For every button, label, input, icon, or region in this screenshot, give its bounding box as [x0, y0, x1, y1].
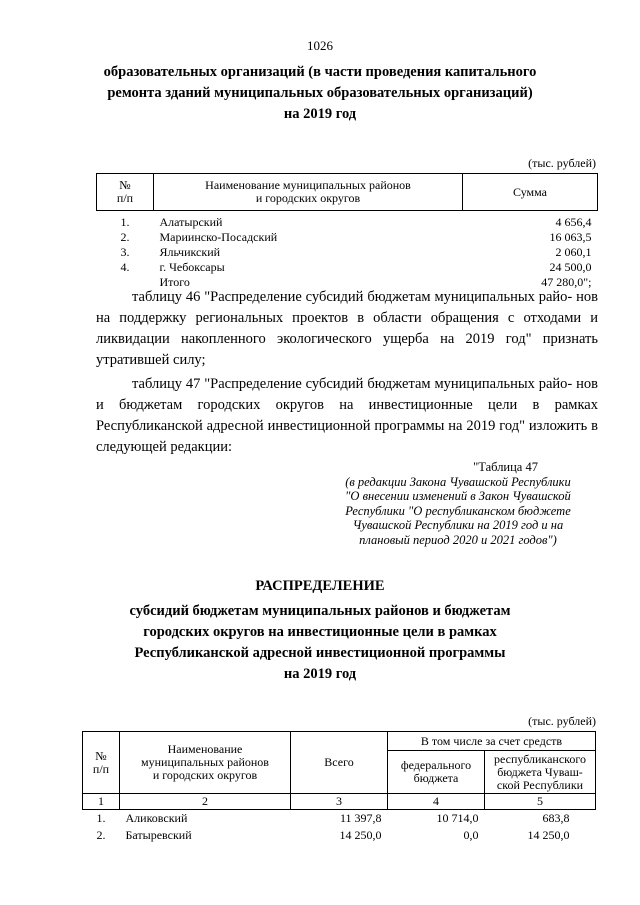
row-federal: 10 714,0	[436, 811, 479, 825]
row-num: 1.	[120, 215, 130, 229]
heading-line: субсидий бюджетам муниципальных районов и бюджетам	[129, 603, 511, 619]
row-name: Аликовский	[125, 811, 188, 825]
col-number: 5	[485, 794, 596, 810]
row-sum: 2 060,1	[555, 245, 592, 259]
row-num: 4.	[120, 260, 130, 274]
table1-header-num: № п/п	[97, 174, 154, 211]
row-republic: 683,8	[542, 811, 570, 825]
table2-unit: (тыс. рублей)	[528, 714, 596, 728]
row-total: 11 397,8	[339, 811, 382, 825]
heading-line: Республиканской адресной инвестиционной программы	[134, 645, 506, 661]
page-number: 1026	[307, 38, 333, 53]
paragraph-rest: нов на поддержку региональных проектов в области обращения с отходами и ликвидации накопленного экологического ущерба на 2019 год" признать утратившей силу;	[96, 289, 598, 368]
row-num: 2.	[96, 828, 106, 842]
heading-line: на 2019 год	[283, 106, 357, 122]
table1-unit: (тыс. рублей)	[528, 156, 596, 170]
row-sum: 24 500,0	[549, 260, 592, 274]
heading-line: образовательных организаций (в части проведения капитального	[103, 64, 537, 80]
paragraph-table46	[96, 287, 598, 371]
table2-header-federal: федерального бюджета	[388, 751, 485, 794]
table2-header-republic: республиканского бюджета Чуваш- ской Республики	[485, 751, 596, 794]
row-total: 14 250,0	[339, 828, 382, 842]
table-row	[97, 230, 598, 245]
row-federal: 0,0	[463, 828, 479, 842]
row-name: Алатырский	[159, 215, 223, 229]
distribution-title: РАСПРЕДЕЛЕНИЕ	[255, 578, 385, 594]
row-name: г. Чебоксары	[159, 260, 225, 274]
table2-header-row	[83, 732, 596, 751]
paragraph-table47	[96, 374, 598, 458]
table-row	[83, 810, 596, 828]
paragraph-first-line: таблицу 47 "Распределение субсидий бюджетам муниципальных райо-	[132, 376, 573, 392]
row-name: Батыревский	[125, 828, 192, 842]
col-number: 4	[388, 794, 485, 810]
row-num: 3.	[120, 245, 130, 259]
note-line: Чувашской Республики на 2019 год и на	[352, 518, 564, 532]
note-line: плановый период 2020 и 2021 годов")	[359, 532, 557, 547]
row-name: Мариинско-Посадский	[159, 230, 278, 244]
paragraph-first-line: таблицу 46 "Распределение субсидий бюджетам муниципальных райо-	[132, 289, 573, 305]
row-name: Яльчикский	[159, 245, 221, 259]
table1-header-name: Наименование муниципальных районов и городских округов	[154, 174, 463, 211]
table-row	[97, 215, 598, 230]
col-number: 2	[120, 794, 291, 810]
heading-continuation	[0, 62, 640, 125]
heading-line: ремонта зданий муниципальных образовательных организаций)	[107, 85, 533, 101]
table1	[96, 173, 598, 290]
note-line: (в редакции Закона Чувашской Республики	[345, 474, 571, 489]
editorial-note	[320, 460, 596, 547]
note-line: "О внесении изменений в Закон Чувашской	[345, 489, 571, 503]
table1-header-sum: Сумма	[463, 174, 598, 211]
heading-line: городских округов на инвестиционные цели в рамках	[143, 624, 497, 640]
row-name: Итого	[159, 275, 190, 289]
table2-header-name: Наименование муниципальных районов и городских округов	[120, 732, 291, 794]
row-republic: 14 250,0	[527, 828, 570, 842]
distribution-heading	[0, 576, 640, 685]
col-number: 3	[291, 794, 388, 810]
row-sum: 47 280,0";	[541, 275, 592, 289]
table2	[82, 731, 596, 844]
table-label: "Таблица 47	[473, 460, 538, 474]
row-num: 1.	[96, 811, 106, 825]
paragraph-rest: нов и бюджетам городских округов на инвестиционные цели в рамках Республиканской адресной инвестиционной программы на 2019 год" изложить в следующей редакции:	[96, 376, 598, 455]
row-sum: 4 656,4	[555, 215, 592, 229]
note-line: Республики "О республиканском бюджете	[345, 503, 571, 518]
col-number: 1	[83, 794, 120, 810]
table2-colnum-row	[83, 794, 596, 810]
table-row	[83, 827, 596, 844]
row-num: 2.	[120, 230, 130, 244]
table-row	[97, 260, 598, 275]
table2-header-num: № п/п	[83, 732, 120, 794]
table-row	[97, 245, 598, 260]
table1-header-row	[97, 174, 598, 211]
table2-header-group: В том числе за счет средств	[388, 732, 596, 751]
row-sum: 16 063,5	[549, 230, 592, 244]
heading-line: на 2019 год	[283, 666, 357, 682]
table2-header-total: Всего	[291, 732, 388, 794]
